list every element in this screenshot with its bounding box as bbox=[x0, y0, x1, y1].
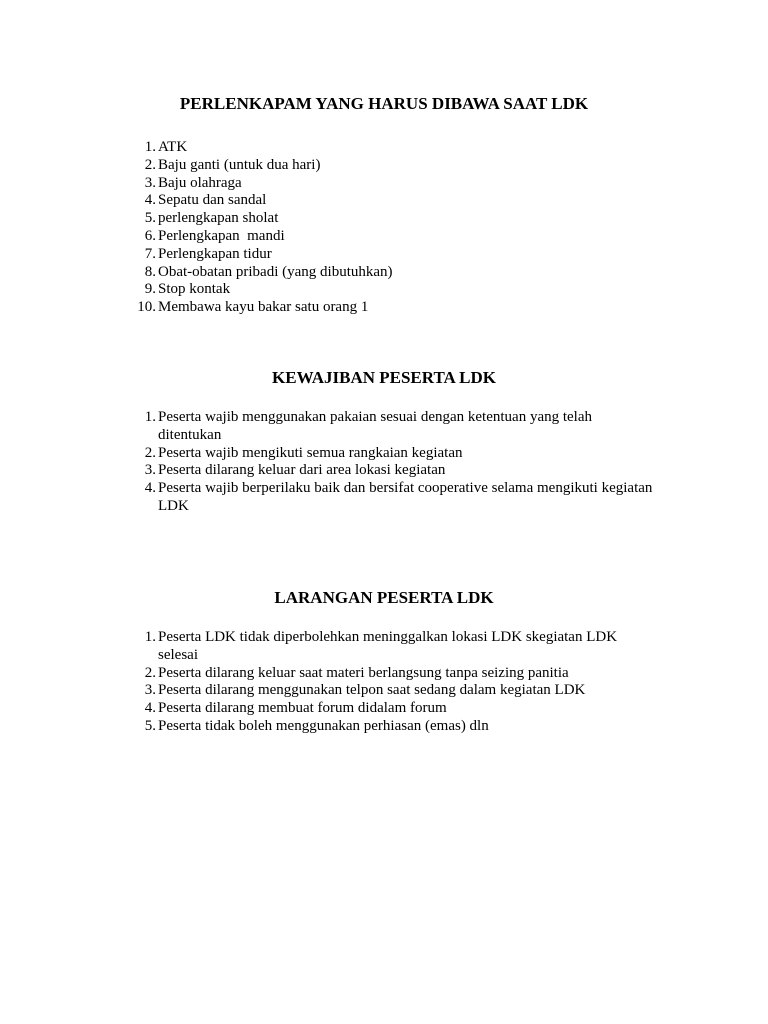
list-item bbox=[0, 629, 658, 665]
list-item-number: 1. bbox=[144, 139, 156, 155]
list-item bbox=[0, 175, 658, 193]
list-item-number: 5. bbox=[144, 717, 156, 734]
section-prohibitions bbox=[0, 588, 768, 736]
list-item-number: 4. bbox=[144, 480, 156, 497]
section-equipment bbox=[0, 94, 768, 317]
list-item-text: Membawa kayu bakar satu orang 1 bbox=[158, 299, 369, 316]
list-item-text: Peserta dilarang menggunakan telpon saat sedang dalam kegiatan LDK bbox=[158, 682, 586, 699]
list-item-number: 6. bbox=[144, 227, 156, 244]
list-item bbox=[0, 480, 658, 516]
list-item-number: 3. bbox=[144, 174, 156, 191]
list-item-number: 3. bbox=[144, 462, 156, 479]
list-item-text: Peserta dilarang keluar dari area lokasi kegiatan bbox=[158, 462, 446, 479]
section-title-equipment: PERLENKAPAM YANG HARUS DIBAWA SAAT LDK bbox=[179, 94, 589, 113]
list-item-number: 10. bbox=[137, 299, 156, 316]
list-item bbox=[0, 264, 658, 282]
list-item bbox=[0, 718, 658, 736]
list-item-text: ATK bbox=[158, 139, 188, 155]
list-item bbox=[0, 665, 658, 683]
list-item-text: perlengkapan sholat bbox=[158, 210, 279, 227]
list-item-number: 4. bbox=[144, 192, 156, 209]
list-item-text: Peserta wajib menggunakan pakaian sesuai dengan ketentuan yang telah ditentukan bbox=[158, 409, 593, 443]
equipment-list bbox=[0, 139, 768, 317]
list-item-number: 9. bbox=[144, 281, 156, 298]
list-item-text: Sepatu dan sandal bbox=[158, 192, 267, 209]
list-item-text: Peserta LDK tidak diperbolehkan meninggalkan lokasi LDK skegiatan LDK selesai bbox=[158, 629, 618, 663]
list-item bbox=[0, 281, 658, 299]
list-item-text: Obat-obatan pribadi (yang dibutuhkan) bbox=[158, 263, 393, 280]
list-item-text: Peserta dilarang membuat forum didalam forum bbox=[158, 700, 447, 717]
list-item-text: Peserta tidak boleh menggunakan perhiasan (emas) dln bbox=[158, 717, 489, 734]
list-item-text: Peserta dilarang keluar saat materi berlangsung tanpa seizing panitia bbox=[158, 664, 569, 681]
list-item bbox=[0, 462, 658, 480]
list-item bbox=[0, 299, 658, 317]
list-item-number: 1. bbox=[144, 409, 156, 425]
list-item-number: 2. bbox=[144, 664, 156, 681]
section-title-obligations: KEWAJIBAN PESERTA LDK bbox=[272, 368, 496, 387]
list-item bbox=[0, 139, 658, 157]
list-item bbox=[0, 228, 658, 246]
section-obligations bbox=[0, 368, 768, 516]
list-item bbox=[0, 409, 658, 445]
list-item bbox=[0, 445, 658, 463]
list-item-text: Perlengkapan mandi bbox=[158, 227, 285, 244]
section-title-prohibitions: LARANGAN PESERTA LDK bbox=[274, 588, 494, 607]
list-item-number: 2. bbox=[144, 156, 156, 173]
list-item bbox=[0, 157, 658, 175]
list-item-text: Baju olahraga bbox=[158, 174, 242, 191]
list-item-text: Stop kontak bbox=[158, 281, 231, 298]
list-item-text: Perlengkapan tidur bbox=[158, 245, 272, 262]
list-item-text: Peserta wajib berperilaku baik dan bersifat cooperative selama mengikuti kegiatan LDK bbox=[158, 480, 653, 514]
list-item-number: 3. bbox=[144, 682, 156, 699]
list-item-text: Baju ganti (untuk dua hari) bbox=[158, 156, 321, 173]
list-item bbox=[0, 682, 658, 700]
list-item-number: 7. bbox=[144, 245, 156, 262]
list-item-text: Peserta wajib mengikuti semua rangkaian kegiatan bbox=[158, 444, 463, 461]
list-item-number: 5. bbox=[144, 210, 156, 227]
list-item-number: 1. bbox=[144, 629, 156, 645]
list-item bbox=[0, 210, 658, 228]
list-item bbox=[0, 700, 658, 718]
prohibitions-list bbox=[0, 629, 768, 736]
list-item bbox=[0, 246, 658, 264]
obligations-list bbox=[0, 409, 768, 516]
list-item-number: 2. bbox=[144, 444, 156, 461]
list-item-number: 4. bbox=[144, 700, 156, 717]
list-item bbox=[0, 192, 658, 210]
list-item-number: 8. bbox=[144, 263, 156, 280]
